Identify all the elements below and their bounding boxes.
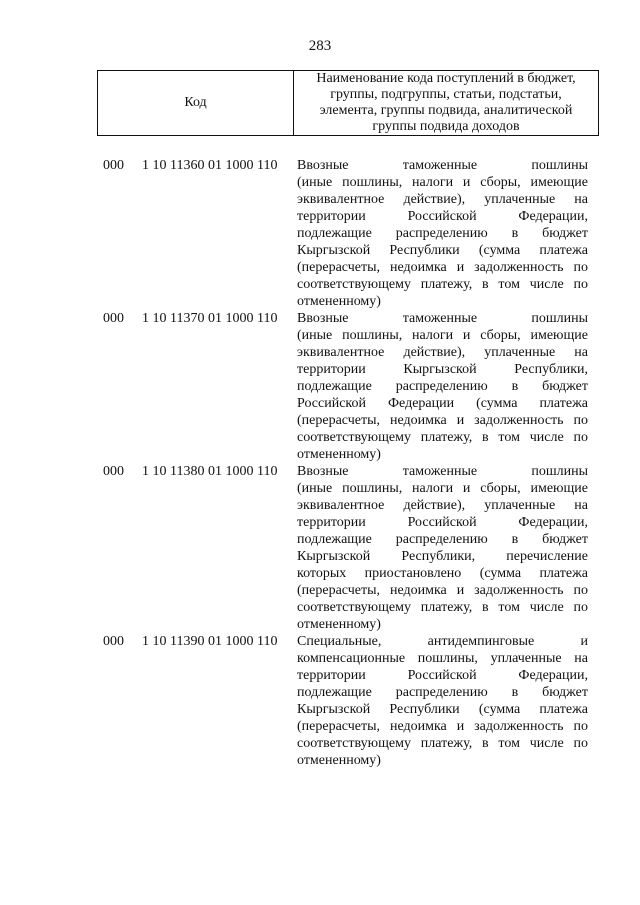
table-row: [0, 633, 640, 769]
description-line: подлежащие распределению в бюджет: [297, 685, 588, 700]
revenue-code: 1 10 11380 01 1000 110: [142, 464, 278, 479]
description-line: соответствующему платежу, в том числе по: [297, 277, 588, 292]
description-line: соответствующему платежу, в том числе по: [297, 736, 588, 751]
header-code: Код: [98, 71, 294, 135]
admin-code: 000: [103, 311, 124, 326]
description-line: отмененному): [297, 753, 381, 768]
revenue-code: 1 10 11370 01 1000 110: [142, 311, 278, 326]
description-line: Кыргызской Республики, перечисление: [297, 549, 588, 564]
description-line: (иные пошлины, налоги и сборы, имеющие: [297, 328, 588, 343]
description-line: соответствующему платежу, в том числе по: [297, 430, 588, 445]
table-row: [0, 157, 640, 310]
description-line: (перерасчеты, недоимка и задолженность по: [297, 583, 588, 598]
description-line: (перерасчеты, недоимка и задолженность по: [297, 413, 588, 428]
description-line: подлежащие распределению в бюджет: [297, 532, 588, 547]
description-line: эквивалентное действие), уплаченные на: [297, 192, 588, 207]
description-line: отмененному): [297, 447, 381, 462]
description-line: Специальные, антидемпинговые и: [297, 634, 588, 649]
page-number: 283: [308, 38, 332, 54]
description-line: эквивалентное действие), уплаченные на: [297, 498, 588, 513]
description-line: подлежащие распределению в бюджет: [297, 379, 588, 394]
description-line: отмененному): [297, 617, 381, 632]
revenue-description: [297, 310, 588, 463]
table-row: [0, 310, 640, 463]
description-line: территории Кыргызской Республики,: [297, 362, 588, 377]
description-line: (перерасчеты, недоимка и задолженность по: [297, 719, 588, 734]
header-name: Наименование кода поступлений в бюджет, группы, подгруппы, статьи, подстатьи, элемента, группы подвида, аналитической группы подвида доходов: [316, 71, 576, 134]
revenue-code: 1 10 11390 01 1000 110: [142, 634, 278, 649]
revenue-description: [297, 633, 588, 769]
description-line: территории Российской Федерации,: [297, 515, 588, 530]
table-header: [97, 70, 599, 136]
table-body: [0, 157, 640, 769]
description-line: (иные пошлины, налоги и сборы, имеющие: [297, 481, 588, 496]
description-line: территории Российской Федерации,: [297, 668, 588, 683]
description-line: компенсационные пошлины, уплаченные на: [297, 651, 588, 666]
description-line: подлежащие распределению в бюджет: [297, 226, 588, 241]
description-line: (иные пошлины, налоги и сборы, имеющие: [297, 175, 588, 190]
description-line: соответствующему платежу, в том числе по: [297, 600, 588, 615]
description-line: эквивалентное действие), уплаченные на: [297, 345, 588, 360]
revenue-code: 1 10 11360 01 1000 110: [142, 158, 278, 173]
admin-code: 000: [103, 464, 124, 479]
table-row: [0, 463, 640, 633]
admin-code: 000: [103, 158, 124, 173]
description-line: Ввозные таможенные пошлины: [297, 158, 588, 173]
description-line: Кыргызской Республики (сумма платежа: [297, 702, 588, 717]
description-line: Ввозные таможенные пошлины: [297, 311, 588, 326]
description-line: которых приостановлено (сумма платежа: [297, 566, 588, 581]
admin-code: 000: [103, 634, 124, 649]
revenue-description: [297, 463, 588, 633]
description-line: Российской Федерации (сумма платежа: [297, 396, 588, 411]
description-line: территории Российской Федерации,: [297, 209, 588, 224]
description-line: (перерасчеты, недоимка и задолженность по: [297, 260, 588, 275]
description-line: отмененному): [297, 294, 381, 309]
description-line: Кыргызской Республики (сумма платежа: [297, 243, 588, 258]
description-line: Ввозные таможенные пошлины: [297, 464, 588, 479]
revenue-description: [297, 157, 588, 310]
